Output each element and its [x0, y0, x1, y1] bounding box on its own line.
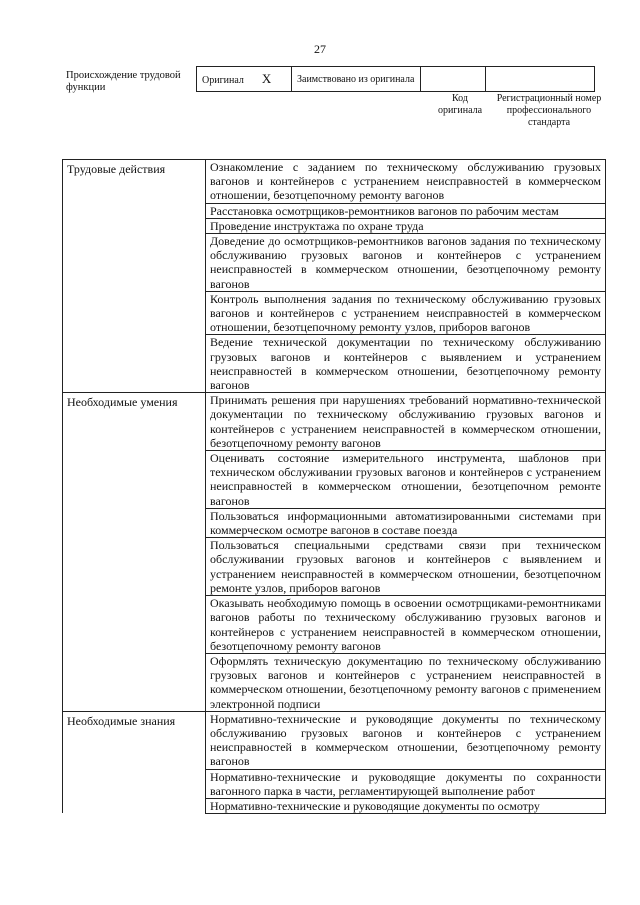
section-title: Необходимые умения	[63, 393, 206, 711]
page-number: 27	[314, 42, 326, 56]
borrowed-cell	[292, 67, 421, 92]
original-label: Оригинал	[202, 74, 244, 86]
borrowed-label: Заимствовано из оригинала	[297, 73, 415, 85]
list-item: Оценивать состояние измерительного инструмента, шаблонов при техническом обслуживании грузовых вагонов и контейнеров с устранением неисправностей в коммерческом отношении, безотцепочном ремонте вагонов	[206, 451, 605, 509]
section-row	[63, 160, 606, 393]
section-row	[63, 393, 606, 711]
original-mark: X	[261, 70, 272, 86]
list-item: Проведение инструктажа по охране труда	[206, 219, 605, 234]
section-row	[63, 711, 606, 813]
list-item: Оказывать необходимую помощь в освоении осмотрщиками-ремонтниками вагонов работы по техническому обслуживанию грузовых вагонов и контейнеров с устранением неисправностей в коммерческом отношении, безотцепочному ремонту вагонов	[206, 596, 605, 654]
functions-table	[62, 159, 606, 814]
list-item: Контроль выполнения задания по техническому обслуживанию грузовых вагонов и контейнеров с устранением неисправностей в коммерческом отношении, безотцепочному ремонту узлов, приборов вагонов	[206, 292, 605, 336]
section-items	[206, 393, 606, 711]
code-label: Код оригинала	[437, 93, 483, 116]
section-items	[206, 711, 606, 813]
list-item: Ознакомление с заданием по техническому обслуживанию грузовых вагонов и контейнеров с устранением неисправностей в коммерческом отношении, безотцепочному ремонту вагонов	[206, 160, 605, 204]
list-item: Пользоваться информационными автоматизированными системами при коммерческом осмотре вагонов в составе поезда	[206, 509, 605, 538]
list-item: Оформлять техническую документацию по техническому обслуживанию грузовых вагонов и контейнеров с устранением неисправностей в коммерческом отношении, безотцепочному ремонту вагонов с применением электронной подписи	[210, 653, 601, 711]
section-items	[206, 160, 606, 393]
list-item: Нормативно-технические и руководящие документы по техническому обслуживанию грузовых вагонов и контейнеров с устранением неисправностей в коммерческом отношении, безотцепочному ремонту вагонов	[206, 712, 605, 770]
list-item: Пользоваться специальными средствами связи при техническом обслуживании грузовых вагонов и контейнеров с выявлением и устранением неисправностей в коммерческом отношении, безотцепочном ремонте узлов, приборов вагонов	[206, 538, 605, 596]
section-title: Необходимые знания	[63, 711, 206, 813]
reg-number-cell	[486, 67, 595, 92]
list-item: Принимать решения при нарушениях требований нормативно-технической документации по техническому обслуживанию грузовых вагонов и контейнеров с устранением неисправностей в коммерческом отношении, безотцепочному ремонту вагонов	[206, 393, 605, 451]
list-item: Нормативно-технические и руководящие документы по осмотру	[210, 798, 540, 813]
list-item: Нормативно-технические и руководящие документы по сохранности вагонного парка в части, регламентирующей выполнение работ	[206, 770, 605, 799]
original-cell	[197, 67, 292, 92]
list-item: Ведение технической документации по техническому обслуживанию грузовых вагонов и контейнеров с выявлением и устранением неисправностей в коммерческом отношении, безотцепочному ремонту вагонов	[210, 335, 601, 393]
reg-number-label: Регистрационный номер профессионального стандарта	[496, 93, 602, 128]
list-item: Доведение до осмотрщиков-ремонтников вагонов задания по техническому обслуживанию грузовых вагонов и контейнеров с устранением неисправностей в коммерческом отношении, безотцепочному ремонту вагонов	[206, 234, 605, 292]
code-cell	[421, 67, 486, 92]
origin-label: Происхождение трудовой функции	[66, 70, 181, 93]
list-item: Расстановка осмотрщиков-ремонтников вагонов по рабочим местам	[206, 204, 605, 219]
section-title: Трудовые действия	[63, 160, 206, 393]
origin-table	[196, 66, 595, 92]
